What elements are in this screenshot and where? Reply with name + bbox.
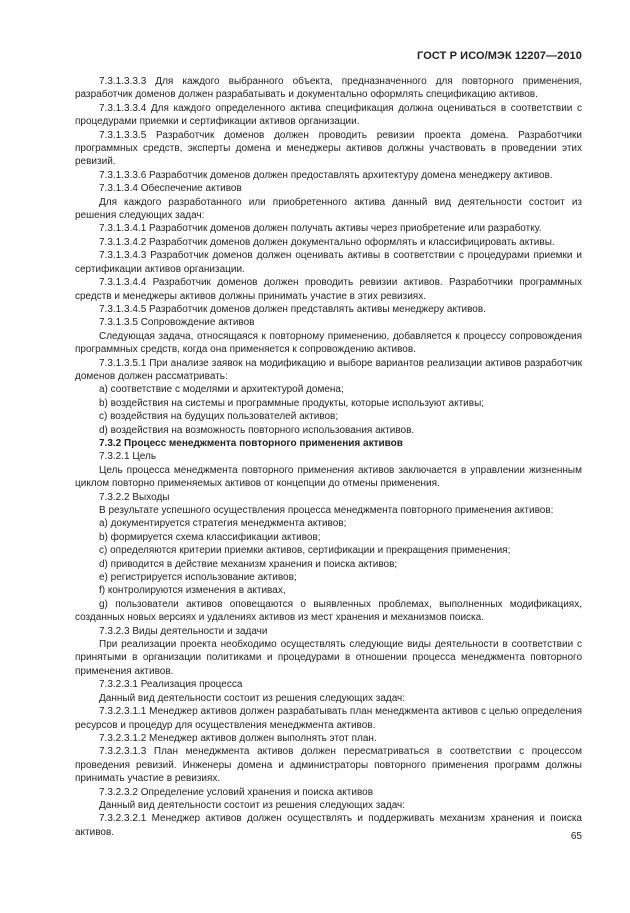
paragraph: 7.3.1.3.3.4 Для каждого определенного актива спецификация должна оцениваться в соответствии с процедурами приемки и сертификации активов организации.: [75, 102, 582, 128]
paragraph: 7.3.1.3.4.4 Разработчик доменов должен проводить ревизии активов. Разработчики программных средств и менеджеры активов должны принимать участие в этих ревизиях.: [75, 277, 582, 302]
paragraph: 7.3.2.3.1.2 Менеджер активов должен выполнять этот план.: [99, 732, 377, 744]
paragraph: 7.3.1.3.5 Сопровождение активов: [99, 317, 255, 329]
paragraph: c) воздействия на будущих пользователей активов;: [99, 411, 339, 423]
paragraph: b) формируется схема классификации активов;: [99, 531, 321, 543]
paragraph: d) воздействия на возможность повторного использования активов.: [99, 424, 415, 436]
paragraph: 7.3.2.3.2 Определение условий хранения и поиска активов: [99, 786, 374, 798]
paragraph: Данный вид деятельности состоит из решения следующих задач:: [99, 692, 406, 704]
paragraph: 7.3.2.3.2.1 Менеджер активов должен осуществлять и поддерживать механизм хранения и поиска активов.: [75, 813, 582, 838]
page-number: 65: [570, 831, 582, 842]
paragraph: 7.3.2.3.1 Реализация процесса: [99, 679, 243, 691]
paragraph: 7.3.1.3.5.1 При анализе заявок на модификацию и выборе вариантов реализации активов разработчик доменов должен рассматривать:: [75, 357, 582, 382]
paragraph: Следующая задача, относящаяся к повторному применению, добавляется к процессу сопровождения программных средств, когда она применяется к сопровождению активов.: [75, 330, 582, 356]
section-heading: 7.3.2 Процесс менеджмента повторного применения активов: [99, 437, 403, 449]
paragraph: c) определяются критерии приемки активов, сертификации и прекращения применения;: [99, 545, 511, 557]
paragraph: 7.3.1.3.3.3 Для каждого выбранного объекта, предназначенного для повторного применения, разработчик доменов должен разрабатывать и документально оформлять спецификацию активов.: [75, 76, 582, 101]
paragraph: 7.3.1.3.4.3 Разработчик доменов должен оценивать активы в соответствии с процедурами приемки и сертификации активов организации.: [75, 250, 582, 275]
paragraph: e) регистрируется использование активов;: [99, 572, 297, 584]
paragraph: 7.3.1.3.4.5 Разработчик доменов должен представлять активы менеджеру активов.: [99, 303, 486, 315]
paragraph: 7.3.2.3.1.1 Менеджер активов должен разрабатывать план менеджмента активов с целью определения ресурсов и процедур для осуществления менеджмента активов.: [75, 706, 582, 731]
paragraph: В результате успешного осуществления процесса менеджмента повторного применения активов:: [99, 505, 554, 516]
paragraph: 7.3.2.3.1.3 План менеджмента активов должен пересматриваться в соответствии с процессом проведения ревизий. Инженеры домена и администраторы повторного применения программ должны принимать участие в ревизиях.: [75, 746, 582, 785]
paragraph: b) воздействия на системы и программные продукты, которые используют активы;: [99, 397, 485, 409]
paragraph: 7.3.1.3.3.6 Разработчик доменов должен предоставлять архитектуру домена менеджеру активов.: [99, 169, 553, 181]
paragraph: g) пользователи активов оповещаются о выявленных проблемах, выполненных модификациях, созданных новых версиях и удалениях активов из мест хранения и механизмов поиска.: [75, 598, 582, 624]
paragraph: Для каждого разработанного или приобретенного актива данный вид деятельности состоит из решения следующих задач:: [75, 196, 582, 222]
document-body: [75, 75, 582, 839]
paragraph: a) соответствие с моделями и архитектурой домена;: [99, 384, 344, 396]
paragraph: 7.3.2.3 Виды деятельности и задачи: [99, 625, 268, 637]
paragraph: Данный вид деятельности состоит из решения следующих задач:: [99, 799, 406, 811]
standard-header: ГОСТ Р ИСО/МЭК 12207—2010: [417, 50, 582, 62]
paragraph: 7.3.1.3.3.5 Разработчик доменов должен проводить ревизии проекта домена. Разработчики программных средств, эксперты домена и менеджеры активов должны участвовать в проведении этих ревизий.: [75, 129, 582, 168]
paragraph: 7.3.1.3.4.2 Разработчик доменов должен документально оформлять и классифицировать активы.: [99, 236, 555, 248]
paragraph: 7.3.2.1 Цель: [99, 451, 157, 463]
paragraph: a) документируется стратегия менеджмента активов;: [99, 518, 347, 530]
paragraph: f) контролируются изменения в активах,: [99, 585, 286, 597]
paragraph: При реализации проекта необходимо осуществлять следующие виды деятельности в соответствии с принятыми в организации политиками и процедурами в отношении процесса менеджмента повторного применения активов.: [75, 639, 582, 677]
paragraph: d) приводится в действие механизм хранения и поиска активов;: [99, 558, 398, 570]
paragraph: 7.3.1.3.4 Обеспечение активов: [99, 183, 242, 195]
paragraph: 7.3.2.2 Выходы: [99, 491, 170, 503]
paragraph: Цель процесса менеджмента повторного применения активов заключается в управлении жизненным циклом повторно применяемых активов от концепции до отмены применения.: [75, 464, 582, 490]
paragraph: 7.3.1.3.4.1 Разработчик доменов должен получать активы через приобретение или разработку.: [99, 223, 542, 235]
